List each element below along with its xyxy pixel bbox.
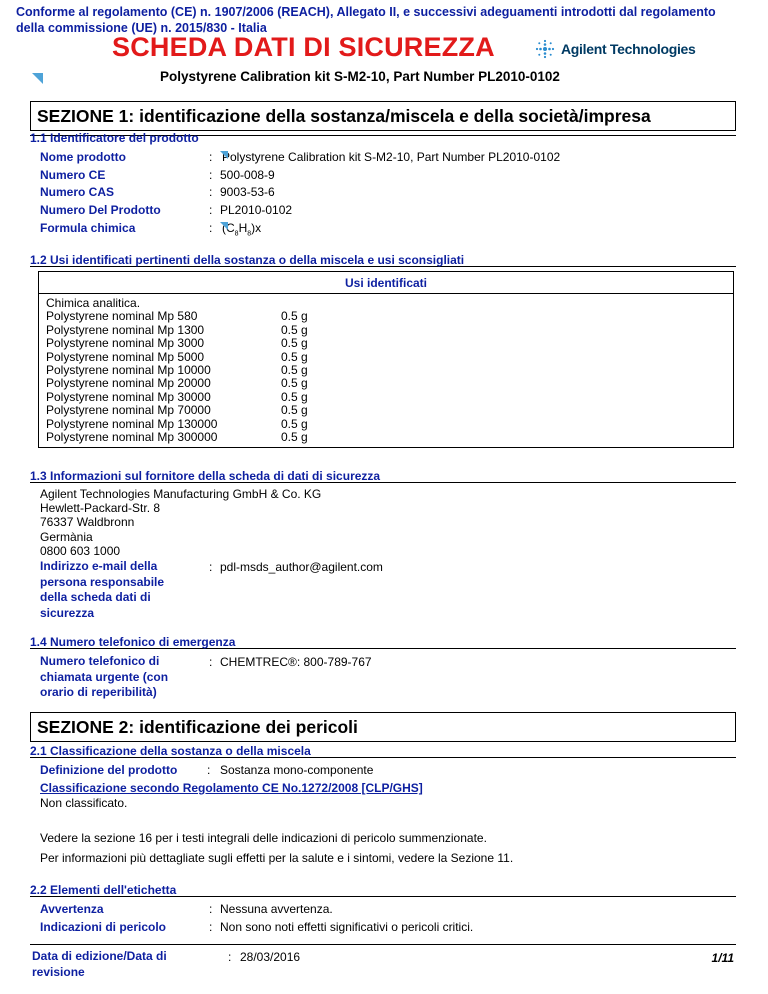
uses-row-name: Polystyrene nominal Mp 5000 bbox=[46, 349, 205, 364]
uses-row bbox=[46, 377, 733, 390]
subsection-1-3-heading: 1.3 Informazioni sul fornitore della scheda di dati di sicurezza bbox=[30, 469, 381, 483]
classification-heading: Classificazione secondo Regolamento CE No.1272/2008 [CLP/GHS] bbox=[40, 781, 423, 795]
field-label-cas-number: Numero CAS bbox=[40, 185, 115, 199]
colon: : bbox=[209, 560, 213, 574]
subsection-2-2-heading: 2.2 Elementi dell'etichetta bbox=[30, 883, 177, 897]
colon: : bbox=[209, 221, 213, 235]
uses-row-quantity: 0.5 g bbox=[281, 403, 308, 418]
colon: : bbox=[209, 168, 213, 182]
address-line: Hewlett-Packard-Str. 8 bbox=[40, 501, 161, 516]
address-line: Germània bbox=[40, 529, 93, 544]
uses-row-name: Polystyrene nominal Mp 1300 bbox=[46, 322, 205, 337]
uses-row bbox=[46, 418, 733, 431]
uses-row bbox=[46, 364, 733, 377]
product-subtitle: Polystyrene Calibration kit S-M2-10, Part Number PL2010-0102 bbox=[160, 69, 560, 84]
section-1-title: SEZIONE 1: identificazione della sostanza/miscela e della società/impresa bbox=[30, 101, 736, 131]
colon: : bbox=[209, 902, 213, 916]
uses-intro: Chimica analitica. bbox=[46, 296, 141, 310]
uses-row-name: Polystyrene nominal Mp 20000 bbox=[46, 376, 211, 391]
field-label-responsible-email: Indirizzo e-mail della persona responsabile della scheda dati di sicurezza bbox=[40, 559, 165, 620]
classification-value: Non classificato. bbox=[40, 796, 128, 810]
marker-icon bbox=[220, 151, 228, 159]
regulation-header: Conforme al regolamento (CE) n. 1907/2006 (REACH), Allegato II, e successivi adeguamenti introdotti dal regolamento della commissione (UE) n. 2015/830 - Italia bbox=[16, 5, 716, 35]
colon: : bbox=[209, 920, 213, 934]
field-value-responsible-email: pdl-msds_author@agilent.com bbox=[220, 560, 383, 574]
colon: : bbox=[209, 655, 213, 669]
field-label-emergency-phone: Numero telefonico di chiamata urgente (con orario di reperibilità) bbox=[40, 654, 169, 699]
uses-row-name: Polystyrene nominal Mp 580 bbox=[46, 309, 198, 324]
page-number: 1/11 bbox=[711, 951, 734, 965]
field-label-signal-word: Avvertenza bbox=[40, 902, 104, 916]
uses-row-name: Polystyrene nominal Mp 30000 bbox=[46, 389, 211, 404]
field-value-product-number: PL2010-0102 bbox=[220, 203, 293, 217]
identified-uses-header: Usi identificati bbox=[39, 272, 733, 294]
uses-row bbox=[46, 324, 733, 337]
footer-date-label: Data di edizione/Data di revisione bbox=[32, 949, 167, 979]
field-value-product-name: Polystyrene Calibration kit S-M2-10, Part Number PL2010-0102 bbox=[222, 150, 561, 164]
uses-row-quantity: 0.5 g bbox=[281, 309, 308, 324]
uses-row-name: Polystyrene nominal Mp 130000 bbox=[46, 416, 218, 431]
uses-row-quantity: 0.5 g bbox=[281, 322, 308, 337]
note-section-16: Vedere la sezione 16 per i testi integrali delle indicazioni di pericolo summenzionate. bbox=[40, 831, 487, 845]
field-value-cas-number: 9003-53-6 bbox=[220, 185, 275, 199]
field-value-signal-word: Nessuna avvertenza. bbox=[220, 902, 333, 916]
field-label-chemical-formula: Formula chimica bbox=[40, 221, 136, 235]
colon: : bbox=[209, 185, 213, 199]
field-value-chemical-formula: $(C_8H_8)x$ bbox=[222, 221, 262, 238]
subsection-1-2-heading: 1.2 Usi identificati pertinenti della sostanza o della miscela e usi sconsigliati bbox=[30, 253, 465, 267]
subsection-2-1-heading: 2.1 Classificazione della sostanza o della miscela bbox=[30, 744, 311, 758]
uses-row-quantity: 0.5 g bbox=[281, 349, 308, 364]
identified-uses-body bbox=[39, 294, 733, 444]
footer-date-value: 28/03/2016 bbox=[240, 950, 301, 964]
field-value-ec-number: 500-008-9 bbox=[220, 168, 275, 182]
uses-row bbox=[46, 431, 733, 444]
uses-row bbox=[46, 391, 733, 404]
subsection-1-4-heading: 1.4 Numero telefonico di emergenza bbox=[30, 635, 236, 649]
field-label-hazard-statements: Indicazioni di pericolo bbox=[40, 920, 167, 934]
field-value-product-definition: Sostanza mono-componente bbox=[220, 763, 374, 777]
agilent-logo bbox=[534, 38, 696, 60]
uses-row bbox=[46, 404, 733, 417]
marker-icon bbox=[220, 222, 228, 230]
uses-row-quantity: 0.5 g bbox=[281, 336, 308, 351]
uses-row bbox=[46, 337, 733, 350]
field-label-ec-number: Numero CE bbox=[40, 168, 106, 182]
uses-row bbox=[46, 351, 733, 364]
colon: : bbox=[209, 203, 213, 217]
corner-marker-icon bbox=[32, 73, 43, 84]
agilent-spark-icon bbox=[534, 38, 556, 60]
address-line: 76337 Waldbronn bbox=[40, 515, 135, 530]
document-title: SCHEDA DATI DI SICUREZZA bbox=[112, 32, 495, 62]
uses-row-name: Polystyrene nominal Mp 10000 bbox=[46, 363, 211, 378]
uses-row-name: Polystyrene nominal Mp 3000 bbox=[46, 336, 205, 351]
uses-row-quantity: 0.5 g bbox=[281, 389, 308, 404]
field-label-product-definition: Definizione del prodotto bbox=[40, 763, 178, 777]
uses-row-quantity: 0.5 g bbox=[281, 416, 308, 431]
logo-text: Agilent Technologies bbox=[561, 41, 696, 57]
uses-row-name: Polystyrene nominal Mp 70000 bbox=[46, 403, 211, 418]
supplier-address bbox=[40, 487, 321, 558]
footer-divider bbox=[30, 944, 736, 945]
field-label-product-name: Nome prodotto bbox=[40, 150, 126, 164]
uses-row-quantity: 0.5 g bbox=[281, 376, 308, 391]
colon: : bbox=[228, 950, 232, 964]
field-label-product-number: Numero Del Prodotto bbox=[40, 203, 161, 217]
section-2-title: SEZIONE 2: identificazione dei pericoli bbox=[30, 712, 736, 742]
note-section-11: Per informazioni più dettagliate sugli effetti per la salute e i sintomi, vedere la Sezione 11. bbox=[40, 851, 514, 865]
colon: : bbox=[207, 763, 211, 777]
uses-row-name: Polystyrene nominal Mp 300000 bbox=[46, 430, 218, 445]
address-line: Agilent Technologies Manufacturing GmbH & Co. KG bbox=[40, 487, 322, 501]
uses-row-quantity: 0.5 g bbox=[281, 363, 308, 378]
subsection-1-1-heading: 1.1 Identificatore del prodotto bbox=[30, 131, 199, 145]
colon: : bbox=[209, 150, 213, 164]
uses-row-quantity: 0.5 g bbox=[281, 430, 308, 445]
field-value-hazard-statements: Non sono noti effetti significativi o pericoli critici. bbox=[220, 920, 474, 934]
address-line: 0800 603 1000 bbox=[40, 543, 121, 558]
identified-uses-table bbox=[38, 271, 734, 448]
uses-row bbox=[46, 310, 733, 323]
field-value-emergency-phone: CHEMTREC®: 800-789-767 bbox=[220, 655, 372, 669]
